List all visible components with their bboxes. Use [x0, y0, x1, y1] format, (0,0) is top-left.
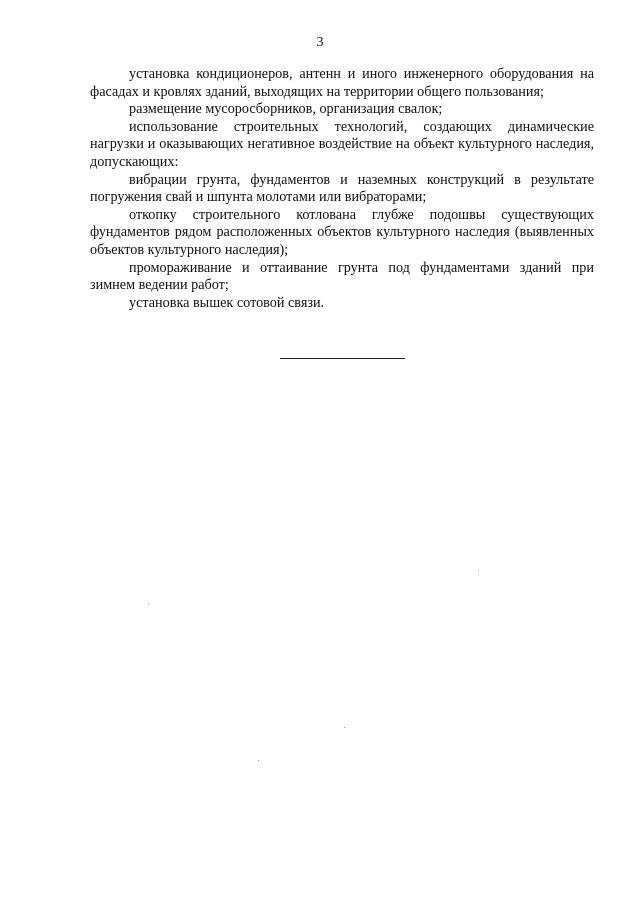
scan-speck — [344, 727, 345, 728]
page-number: 3 — [316, 35, 324, 50]
paragraph-ground-vibration: вибрации грунта, фундаментов и наземных конструкций в результате погружения свай и шпунта молотами или вибраторами; — [90, 171, 594, 206]
body-text — [90, 66, 594, 312]
paragraph-construction-technologies: использование строительных технологий, создающих динамические нагрузки и оказывающих негативное воздействие на объект культурного наследия, допускающих: — [90, 118, 594, 170]
paragraph-air-conditioners: установка кондиционеров, антенн и иного инженерного оборудования на фасадах и кровлях зданий, выходящих на территории общего пользования; — [90, 66, 594, 100]
scan-speck — [478, 570, 479, 571]
scan-speck — [148, 603, 149, 604]
end-separator-line — [280, 358, 405, 359]
paragraph-waste-bins: размещение мусоросборников, организация свалок; — [129, 101, 443, 118]
scan-speck — [258, 760, 259, 761]
paragraph-freezing-thawing: промораживание и оттаивание грунта под фундаментами зданий при зимнем ведении работ; — [90, 259, 594, 294]
paragraph-excavation: откопку строительного котлована глубже подошвы существующих фундаментов рядом расположенных объектов культурного наследия (выявленных объектов культурного наследия); — [90, 206, 594, 258]
paragraph-cell-towers: установка вышек сотовой связи. — [129, 294, 325, 311]
